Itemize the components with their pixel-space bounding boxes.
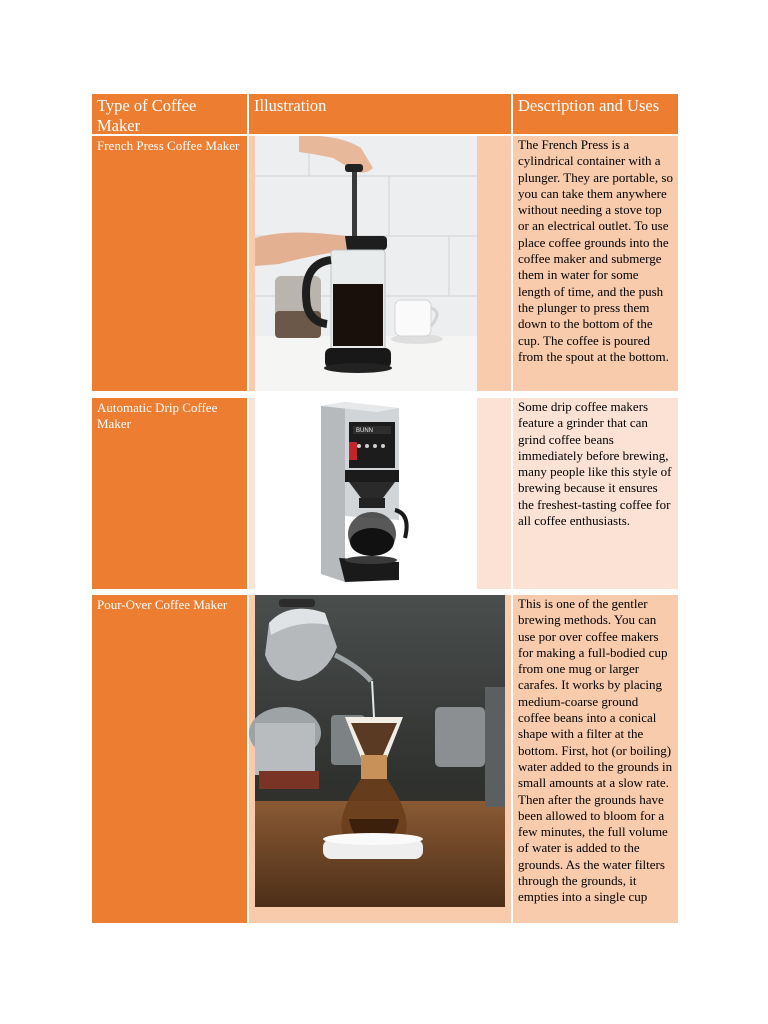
illustration-cell [249, 595, 511, 923]
table-row-french-press [92, 136, 678, 391]
drip-coffee-maker-photo [249, 398, 511, 589]
header-illustration: Illustration [249, 94, 511, 134]
description-cell: This is one of the gentler brewing methods. You can use por over coffee makers for making a full-bodied cup from one mug or larger carafes. It works by placing medium-coarse ground coffee beans into a conical shape with a filter at the bottom. First, hot (or boiling) water added to the grounds in small amounts at a slow rate. Then after the grounds have been allowed to bloom for a few minutes, the full volume of water is added to the grounds. As the water filters through the grounds, it empties into a single cup [513, 595, 678, 923]
type-cell: French Press Coffee Maker [92, 136, 247, 391]
table-row-pour-over [92, 595, 678, 923]
illustration-cell [249, 136, 511, 391]
table-header-row [92, 94, 678, 134]
table-row-automatic-drip [92, 398, 678, 589]
header-description: Description and Uses [513, 94, 678, 134]
description-cell: Some drip coffee makers feature a grinder that can grind coffee beans immediately before brewing, many people like this style of brewing because it ensures the freshest-tasting coffee for all coffee enthusiasts. [513, 398, 678, 589]
french-press-photo [249, 136, 511, 391]
type-cell: Pour-Over Coffee Maker [92, 595, 247, 923]
header-type: Type of Coffee Maker [92, 94, 247, 134]
pour-over-photo [249, 595, 511, 923]
description-cell: The French Press is a cylindrical container with a plunger. They are portable, so you can take them anywhere without needing a stove top or an electrical outlet. To use place coffee grounds into the coffee maker and submerge them in water for some length of time, and the push the plunger to press them down to the bottom of the cup. The coffee is poured from the spout at the bottom. [513, 136, 678, 391]
type-cell: Automatic Drip Coffee Maker [92, 398, 247, 589]
brand-label: BUNN [356, 428, 374, 434]
illustration-cell [249, 398, 511, 589]
